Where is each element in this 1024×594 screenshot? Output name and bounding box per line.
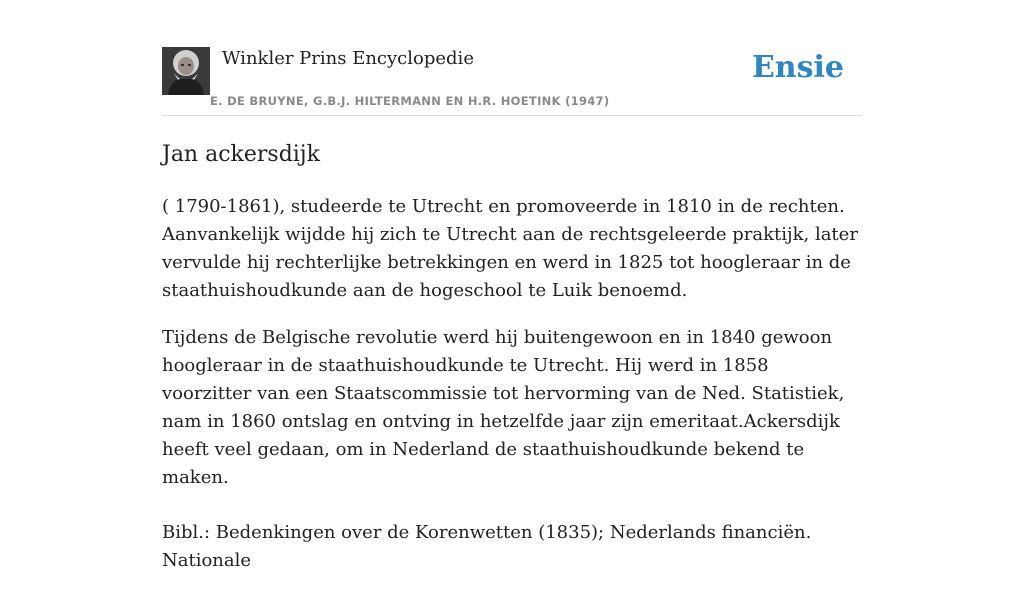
site-title[interactable]: Winkler Prins Encyclopedie bbox=[222, 48, 474, 69]
site-header bbox=[162, 44, 862, 116]
author-avatar[interactable] bbox=[162, 47, 210, 95]
article-title: Jan ackersdijk bbox=[162, 142, 320, 167]
ensie-logo[interactable]: Ensie bbox=[751, 50, 844, 85]
article-paragraph: Tijdens de Belgische revolutie werd hij buitengewoon en in 1840 gewoon hoogleraar in de staathuishoudkunde te Utrecht. Hij werd in 1858 voorzitter van een Staatscommissie tot hervorming van de Ned. Statistiek, nam in 1860 ontslag en ontving in hetzelfde jaar zijn emeritaat.Ackersdijk heeft veel gedaan, om in Nederland de staathuishoudkunde bekend te maken. bbox=[162, 327, 845, 488]
article-paragraph: ( 1790-1861), studeerde te Utrecht en promoveerde in 1810 in de rechten. Aanvankelijk wijdde hij zich te Utrecht aan de rechtsgeleerde praktijk, later vervulde hij rechterlijke betrekkingen en werd in 1825 tot hoogleraar in de staathuishoudkunde aan de hogeschool te Luik benoemd. bbox=[162, 196, 858, 301]
article-bibliography: Bibl.: Bedenkingen over de Korenwetten (1835); Nederlands financiën. Nationale bbox=[162, 522, 812, 571]
site-authors: E. DE BRUYNE, G.B.J. HILTERMANN EN H.R. HOETINK (1947) bbox=[210, 94, 610, 108]
article bbox=[162, 139, 862, 594]
portrait-icon bbox=[162, 47, 210, 95]
